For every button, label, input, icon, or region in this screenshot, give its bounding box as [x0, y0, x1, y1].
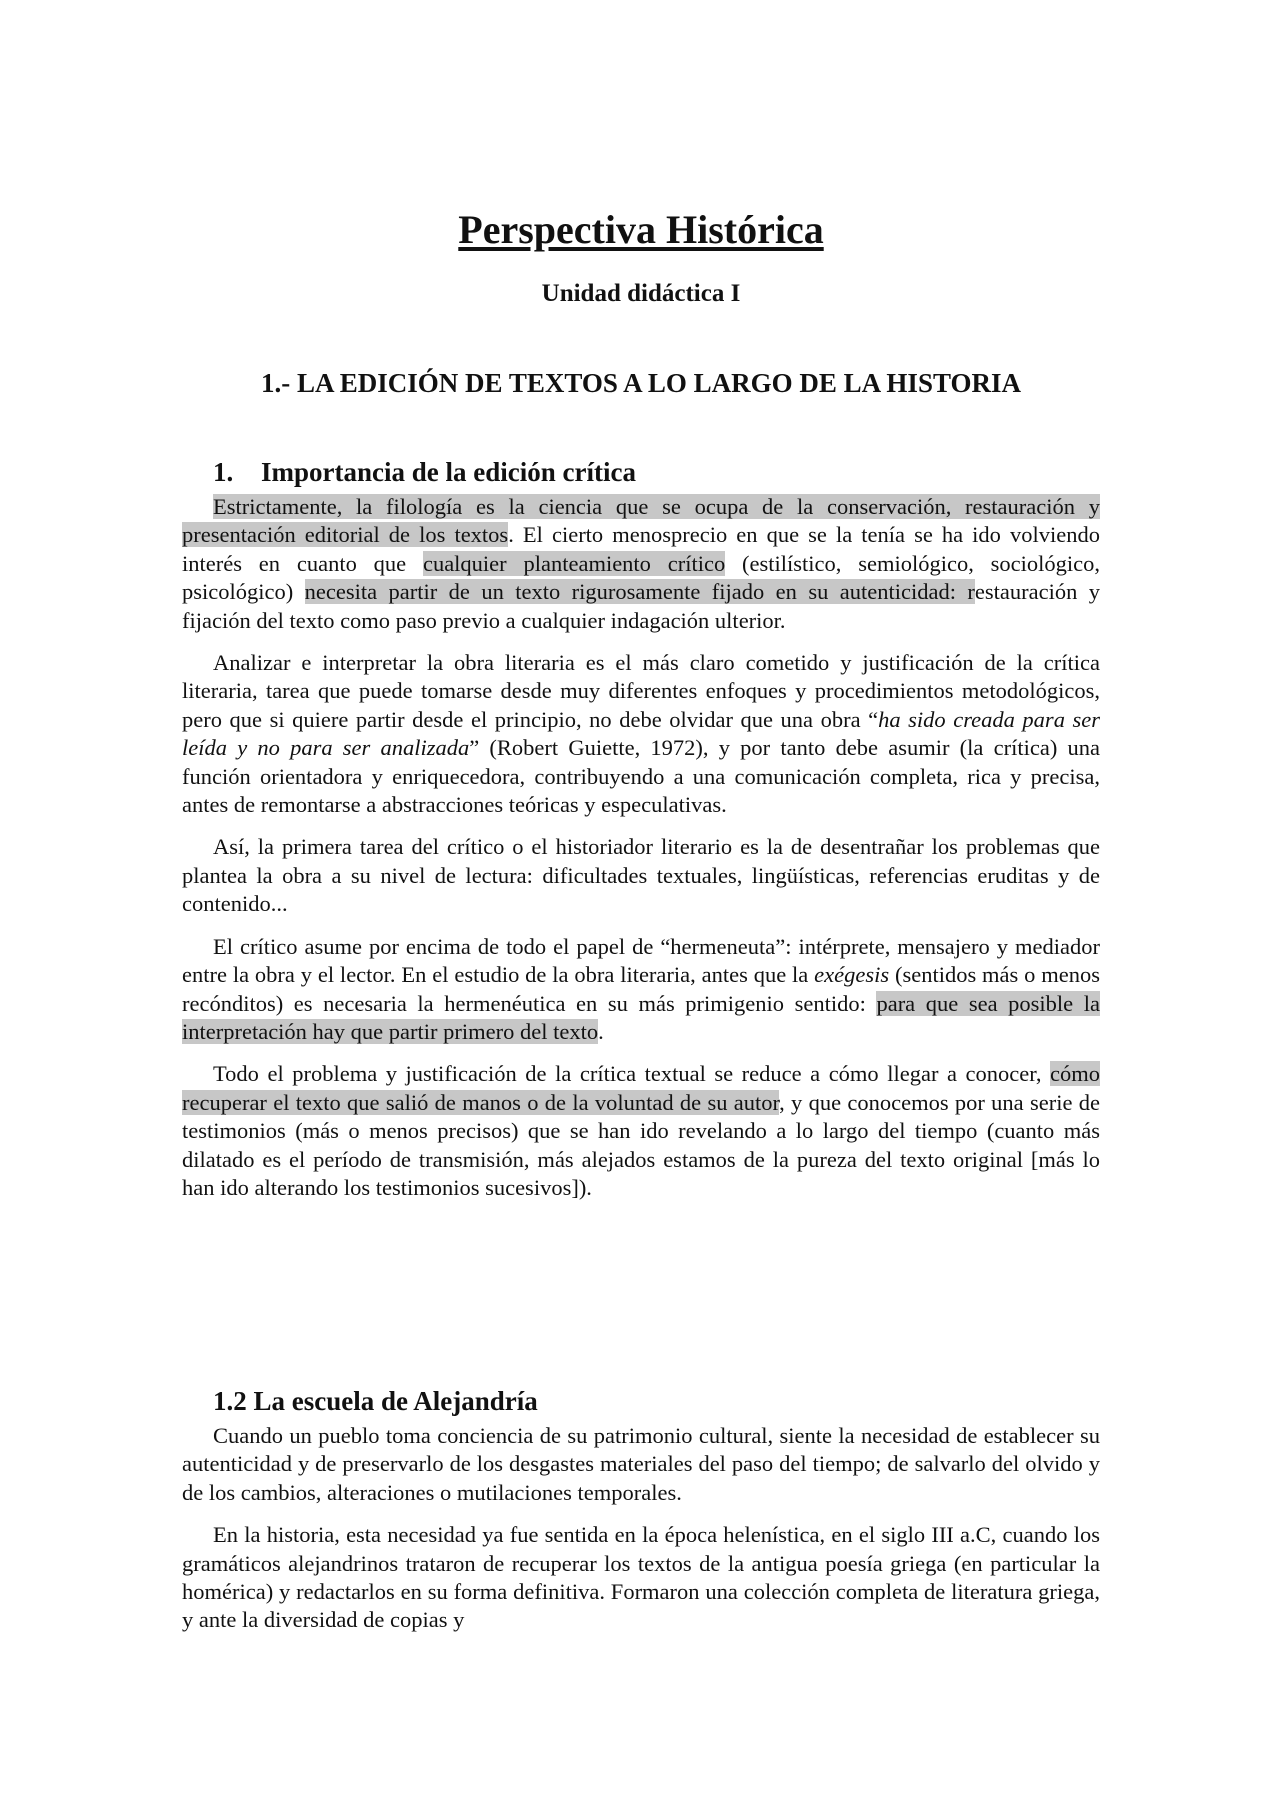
paragraph-7: En la historia, esta necesidad ya fue sentida en la época helenística, en el siglo III a.C, cuando los gramáticos alejandrinos trataron de recuperar los textos de la antigua poesía griega (en particular la homérica) y redactarlos en su forma definitiva. Formaron una colección completa de literatura griega, y ante la diversidad de copias y [182, 1522, 1100, 1633]
document-subtitle: Unidad didáctica I [541, 280, 741, 307]
paragraph-2 [182, 649, 1100, 819]
paragraph-text: Todo el problema y justificación de la crítica textual se reduce a cómo llegar a conocer, [213, 1061, 1050, 1087]
paragraph-text: El crítico asume por encima de todo el papel de “hermeneuta”: intérprete, mensajero y mediador entre la obra y el lector. En el estudio de la obra literaria, antes que la [182, 933, 1100, 988]
paragraph-text: . [598, 1018, 604, 1044]
section-number: 1. [213, 457, 234, 487]
paragraph-text: ” (Robert Guiette, 1972), y por tanto debe asumir (la crítica) una función orientadora y enriquecedora, contribuyendo a una comunicación completa, rica y precisa, antes de remontarse a abstracciones teóricas y especulativas. [182, 735, 1100, 818]
paragraph-6: Cuando un pueblo toma conciencia de su patrimonio cultural, siente la necesidad de establecer su autenticidad y de preservarlo de los desgastes materiales del paso del tiempo; de salvarlo del olvido y de los cambios, alteraciones o mutilaciones temporales. [182, 1423, 1100, 1505]
section-alejandria [182, 1384, 1100, 1649]
highlighted-text: necesita partir de un texto rigurosamente fijado en su autenticidad: r [304, 579, 975, 605]
document-title: Perspectiva Histórica [458, 207, 824, 252]
italic-term: exégesis [814, 962, 890, 988]
quoted-text: ha sido creada para ser leída y no para ser analizada [182, 706, 1100, 761]
highlighted-text: cómo recuperar el texto que salió de manos o de la voluntad de su autor [182, 1061, 1100, 1115]
paragraph-text: estauración y fijación del texto como paso previo a cualquier indagación ulterior. [182, 579, 1101, 633]
section-importancia [182, 455, 1100, 1216]
chapter-heading: 1.- LA EDICIÓN DE TEXTOS A LO LARGO DE LA HISTORIA [261, 368, 1021, 398]
paragraph-text: (estilístico, semiológico, sociológico, psicológico) [182, 550, 1100, 605]
paragraph-4 [182, 933, 1100, 1047]
section-heading-alejandria: 1.2 La escuela de Alejandría [213, 1386, 538, 1416]
paragraph-text: , y que conocemos por una serie de testimonios (más o menos precisos) que se han ido revelando a lo largo del tiempo (cuanto más dilatado es el período de transmisión, más alejados estamos de la pureza del texto original [más lo han ido alterando los testimonios sucesivos]). [182, 1089, 1100, 1200]
highlighted-text: cualquier planteamiento crítico [422, 550, 726, 576]
highlighted-text: para que sea posible la interpretación hay que partir primero del texto [182, 990, 1100, 1044]
paragraph-5 [182, 1060, 1100, 1202]
section-heading-importancia [213, 455, 1100, 489]
paragraph-1 [182, 493, 1100, 635]
highlighted-text: Estrictamente, la filología es la ciencia que se ocupa de la conservación, restauración y presentación editorial de los textos [182, 494, 1100, 548]
paragraph-text: . El cierto menosprecio en que se la tenía se ha ido volviendo interés en cuanto que [182, 522, 1100, 576]
paragraph-text: Analizar e interpretar la obra literaria es el más claro cometido y justificación de la crítica literaria, tarea que puede tomarse desde muy diferentes enfoques y procedimientos metodológicos, pero que si quiere partir desde el principio, no debe olvidar que una obra “ [182, 650, 1100, 732]
paragraph-text: (sentidos más o menos recónditos) es necesaria la hermenéutica en su más primigenio sentido: [182, 962, 1101, 1016]
section-title: Importancia de la edición crítica [261, 457, 636, 487]
paragraph-3: Así, la primera tarea del crítico o el historiador literario es la de desentrañar los problemas que plantea la obra a su nivel de lectura: dificultades textuales, lingüísticas, referencias eruditas y de contenido... [182, 834, 1100, 917]
